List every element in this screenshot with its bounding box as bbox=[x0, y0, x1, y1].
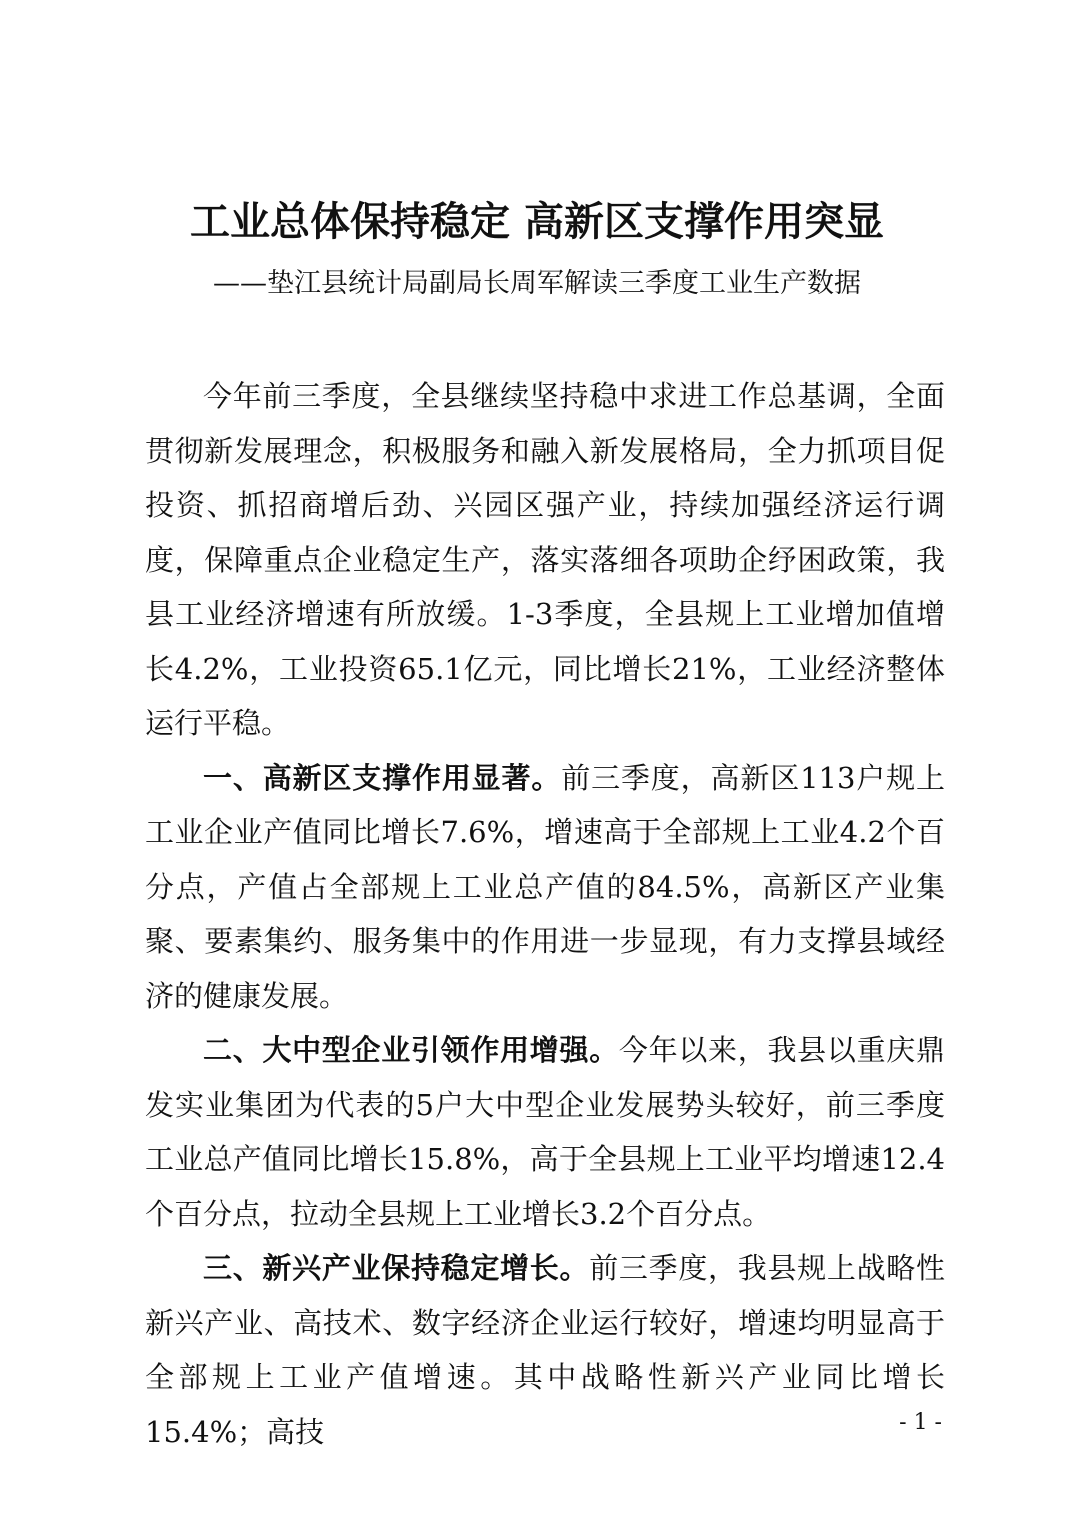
paragraph-section-1 bbox=[145, 751, 945, 1024]
paragraph-text: 今年以来，我县以重庆鼎发实业集团为代表的5户大中型企业发展势头较好，前三季度工业总产值同比增长15.8%，高于全县规上工业平均增速12.4个百分点，拉动全县规上工业增长3.2个百分点。 bbox=[145, 1033, 945, 1231]
paragraph-lead: 一、高新区支撑作用显著。 bbox=[203, 760, 562, 795]
paragraph-section-3 bbox=[145, 1241, 945, 1459]
paragraph-text: 今年前三季度，全县继续坚持稳中求进工作总基调，全面贯彻新发展理念，积极服务和融入新发展格局，全力抓项目促投资、抓招商增后劲、兴园区强产业，持续加强经济运行调度，保障重点企业稳定生产，落实落细各项助企纾困政策，我县工业经济增速有所放缓。1-3季度，全县规上工业增加值增长4.2%，工业投资65.1亿元，同比增长21%，工业经济整体运行平稳。 bbox=[145, 379, 945, 740]
page-number: - 1 - bbox=[899, 1410, 942, 1435]
paragraph-intro bbox=[145, 369, 945, 751]
paragraph-section-2 bbox=[145, 1023, 945, 1241]
paragraph-text: 前三季度，高新区113户规上工业企业产值同比增长7.6%，增速高于全部规上工业4.2个百分点，产值占全部规上工业总产值的84.5%，高新区产业集聚、要素集约、服务集中的作用进一步显现，有力支撑县域经济的健康发展。 bbox=[145, 760, 945, 1013]
paragraph-text: 前三季度，我县规上战略性新兴产业、高技术、数字经济企业运行较好，增速均明显高于全部规上工业产值增速。其中战略性新兴产业同比增长15.4%；高技 bbox=[145, 1251, 945, 1449]
document-subtitle: ——垫江县统计局副局长周军解读三季度工业生产数据 bbox=[213, 268, 861, 299]
document-body bbox=[145, 369, 945, 1459]
paragraph-lead: 三、新兴产业保持稳定增长。 bbox=[203, 1251, 590, 1285]
document-title: 工业总体保持稳定 高新区支撑作用突显 bbox=[190, 198, 884, 245]
paragraph-lead: 二、大中型企业引领作用增强。 bbox=[203, 1033, 619, 1067]
